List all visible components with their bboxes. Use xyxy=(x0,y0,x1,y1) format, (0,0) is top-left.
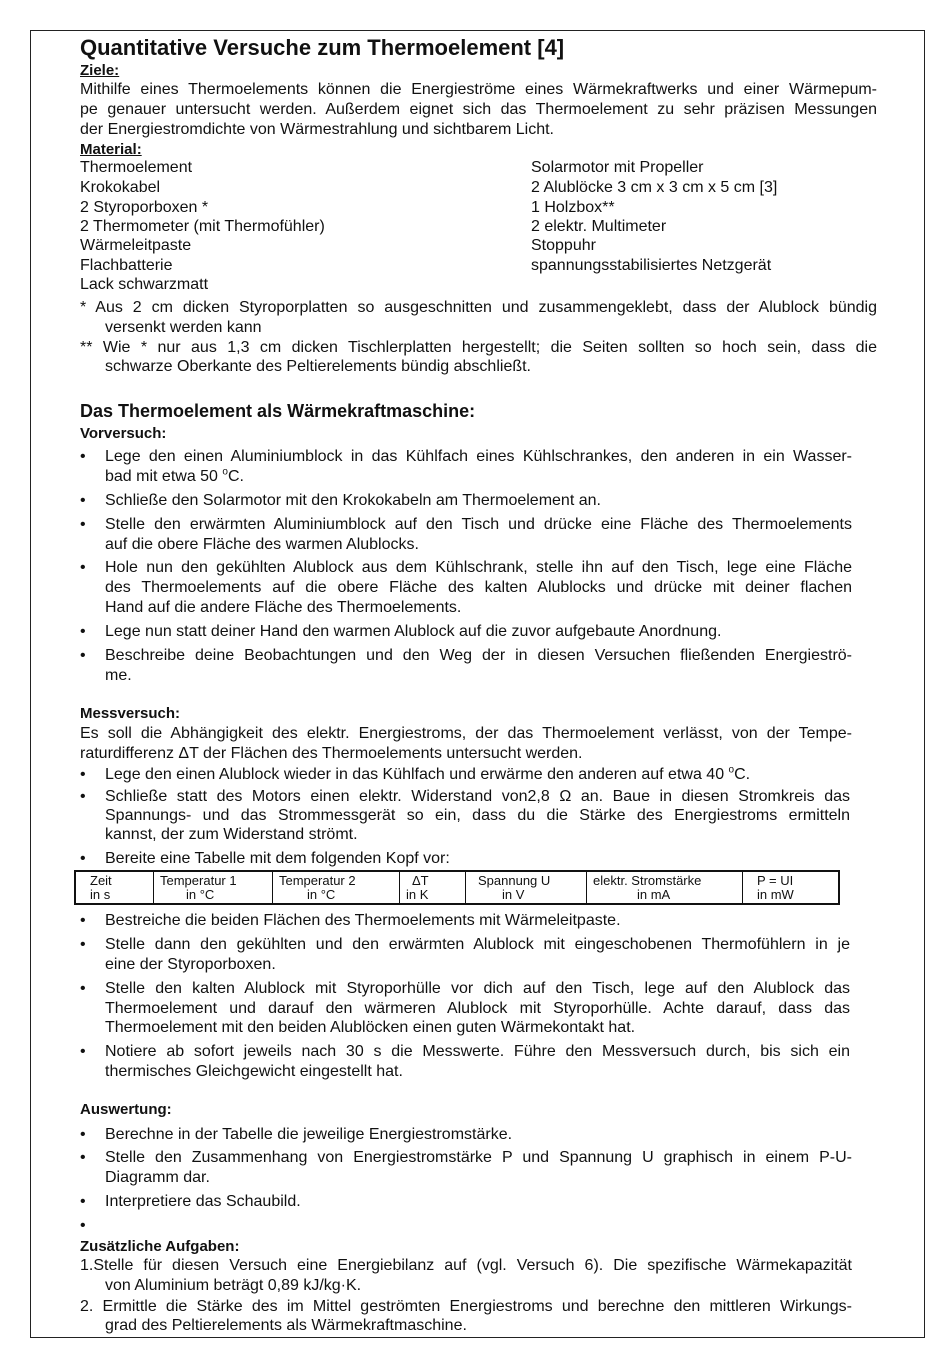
material-note-2-cont: schwarze Oberkante des Peltierelements bündig abschließt. xyxy=(105,358,531,375)
messversuch-item-6-cont2: Thermoelement mit den beiden Alublöcken einen guten Wärmekontakt hat. xyxy=(105,1019,636,1036)
ziele-line-3: der Energiestromdichte von Wärmestrahlung und sichtbarem Licht. xyxy=(80,121,554,138)
ziele-line-2: pe genauer untersucht werden. Außerdem eignet sich das Thermoelement zu sehr präzisen Messungen xyxy=(80,101,877,118)
material-right-5: Stoppuhr xyxy=(531,237,596,254)
table-header-cell: Spannung U in V xyxy=(466,872,587,903)
vorversuch-heading: Vorversuch: xyxy=(80,425,167,442)
material-left-4: 2 Thermometer (mit Thermofühler) xyxy=(80,218,325,235)
messversuch-intro-1: Es soll die Abhängigkeit des elektr. Energiestroms, der das Thermoelement verlässt, von der Tempe- xyxy=(80,725,852,742)
bullet-icon xyxy=(80,935,86,955)
table-header-cell: Zeit in s xyxy=(76,872,154,903)
zusatz-item-1-cont: von Aluminium beträgt 0,89 kJ/kg·K. xyxy=(105,1277,362,1294)
vorversuch-item-3: Stelle den erwärmten Aluminiumblock auf den Tisch und drücke eine Fläche des Thermoelements xyxy=(105,516,852,533)
messversuch-item-5-cont: eine der Styroporboxen. xyxy=(105,956,276,973)
auswertung-item-1: Berechne in der Tabelle die jeweilige Energiestromstärke. xyxy=(105,1126,513,1143)
ziele-heading: Ziele: xyxy=(80,62,120,79)
bullet-icon xyxy=(80,447,86,467)
messversuch-item-6-cont: Thermoelement und darauf den wärmeren Alublock mit Styroporhülle. Achte darauf, dass das xyxy=(105,1000,850,1017)
material-right-6: spannungsstabilisiertes Netzgerät xyxy=(531,257,772,274)
bullet-icon xyxy=(80,979,86,999)
vorversuch-item-1-cont: bad mit etwa 50 $^o$C. xyxy=(105,466,244,485)
material-right-4: 2 elektr. Multimeter xyxy=(531,218,667,235)
material-note-1: * Aus 2 cm dicken Styroporplatten so ausgeschnitten und zusammengeklebt, dass der Alublock bündig xyxy=(80,299,877,316)
zusatz-item-1: 1.Stelle für diesen Versuch eine Energiebilanz auf (vgl. Versuch 6). Die spezifische Wärmekapazität xyxy=(80,1257,852,1274)
messversuch-item-5: Stelle dann den gekühlten und den erwärmten Alublock mit eingeschobenen Thermofühlern in je xyxy=(105,936,850,953)
measurement-table-header xyxy=(74,870,840,905)
vorversuch-item-5: Lege nun statt deiner Hand den warmen Alublock auf die zuvor aufgebaute Anordnung. xyxy=(105,623,722,640)
bullet-icon xyxy=(80,1042,86,1062)
material-left-7: Lack schwarzmatt xyxy=(80,276,209,293)
vorversuch-item-4-cont: des Thermoelements auf die obere Fläche des kalten Alublocks und drücke mit deiner flachen xyxy=(105,579,852,596)
material-note-1-cont: versenkt werden kann xyxy=(105,319,262,336)
page-title: Quantitative Versuche zum Thermoelement [4] xyxy=(80,35,565,60)
table-header-cell: Temperatur 1 in °C xyxy=(154,872,273,903)
auswertung-heading: Auswertung: xyxy=(80,1101,172,1118)
messversuch-item-1: Lege den einen Alublock wieder in das Kühlfach und erwärme den anderen auf etwa 40 $^o$C. xyxy=(105,764,751,783)
messversuch-item-2: Schließe statt des Motors einen elektr. Widerstand von2,8 Ω an. Baue in diesen Stromkreis das xyxy=(105,788,850,805)
bullet-icon xyxy=(80,558,86,578)
material-left-6: Flachbatterie xyxy=(80,257,173,274)
material-left-1: Thermoelement xyxy=(80,159,193,176)
material-right-1: Solarmotor mit Propeller xyxy=(531,159,704,176)
messversuch-item-4: Bestreiche die beiden Flächen des Thermoelements mit Wärmeleitpaste. xyxy=(105,912,621,929)
bullet-icon xyxy=(80,1125,86,1145)
material-left-5: Wärmeleitpaste xyxy=(80,237,192,254)
zusatz-item-2-cont: grad des Peltierelements als Wärmekraftmaschine. xyxy=(105,1317,467,1334)
table-header-cell: ΔT in K xyxy=(400,872,466,903)
bullet-icon xyxy=(80,491,86,511)
material-note-2: ** Wie * nur aus 1,3 cm dicken Tischlerplatten hergestellt; die Seiten sollten so hoch sein, dass die xyxy=(80,339,877,356)
material-right-3: 1 Holzbox** xyxy=(531,199,615,216)
vorversuch-item-4-cont2: Hand auf die andere Fläche des Thermoelements. xyxy=(105,599,462,616)
messversuch-item-2-cont: Spannungs- und das Strommessgerät so ein, dass du die Stärke des Energiestroms ermitteln xyxy=(105,807,850,824)
vorversuch-item-2: Schließe den Solarmotor mit den Krokokabeln am Thermoelement an. xyxy=(105,492,601,509)
auswertung-item-2-cont: Diagramm dar. xyxy=(105,1169,210,1186)
messversuch-item-2-cont2: kannst, der zum Widerstand strömt. xyxy=(105,826,358,843)
auswertung-item-2: Stelle den Zusammenhang von Energiestromstärke P und Spannung U graphisch in einem P-U- xyxy=(105,1149,852,1166)
ziele-line-1: Mithilfe eines Thermoelements können die Energieströme eines Wärmekraftwerks und einer Wärmepum- xyxy=(80,81,877,98)
bullet-icon xyxy=(80,646,86,666)
material-right-2: 2 Alublöcke 3 cm x 3 cm x 5 cm [3] xyxy=(531,179,778,196)
messversuch-item-3: Bereite eine Tabelle mit dem folgenden Kopf vor: xyxy=(105,850,450,867)
bullet-icon xyxy=(80,1216,86,1236)
messversuch-item-7: Notiere ab sofort jeweils nach 30 s die Messwerte. Führe den Messversuch durch, bis sich ein xyxy=(105,1043,850,1060)
table-header-cell: Temperatur 2 in °C xyxy=(273,872,400,903)
table-header-cell: elektr. Stromstärke in mA xyxy=(587,872,743,903)
vorversuch-item-6-cont: me. xyxy=(105,667,132,684)
bullet-icon xyxy=(80,911,86,931)
zusatz-item-2: 2. Ermittle die Stärke des im Mittel geströmten Energiestroms und berechne den mittleren Wirkungs- xyxy=(80,1298,852,1315)
messversuch-item-6: Stelle den kalten Alublock mit Styroporhülle vor dich auf den Tisch, lege auf den Alublock das xyxy=(105,980,850,997)
vorversuch-item-3-cont: auf die obere Fläche des warmen Alublocks. xyxy=(105,536,419,553)
messversuch-heading: Messversuch: xyxy=(80,705,181,722)
zusatz-heading: Zusätzliche Aufgaben: xyxy=(80,1238,240,1255)
bullet-icon xyxy=(80,765,86,785)
material-left-2: Krokokabel xyxy=(80,179,161,196)
vorversuch-item-1: Lege den einen Aluminiumblock in das Kühlfach eines Kühlschrankes, den anderen in ein Wasser- xyxy=(105,448,852,465)
messversuch-item-7-cont: thermisches Gleichgewicht eingestellt hat. xyxy=(105,1063,403,1080)
auswertung-item-3: Interpretiere das Schaubild. xyxy=(105,1193,301,1210)
table-header-cell: P = UI in mW xyxy=(757,873,794,902)
bullet-icon xyxy=(80,622,86,642)
material-left-3: 2 Styroporboxen * xyxy=(80,199,209,216)
messversuch-intro-2: raturdifferenz ΔT der Flächen des Thermoelements untersucht werden. xyxy=(80,745,583,762)
bullet-icon xyxy=(80,849,86,869)
bullet-icon xyxy=(80,515,86,535)
bullet-icon xyxy=(80,1148,86,1168)
material-heading: Material: xyxy=(80,141,142,158)
section-heading: Das Thermoelement als Wärmekraftmaschine: xyxy=(80,401,476,421)
bullet-icon xyxy=(80,787,86,807)
bullet-icon xyxy=(80,1192,86,1212)
vorversuch-item-6: Beschreibe deine Beobachtungen und den Weg der in diesen Versuchen fließenden Energieströ- xyxy=(105,647,852,664)
vorversuch-item-4: Hole nun den gekühlten Alublock aus dem Kühlschrank, stelle ihn auf den Tisch, lege eine Fläche xyxy=(105,559,852,576)
